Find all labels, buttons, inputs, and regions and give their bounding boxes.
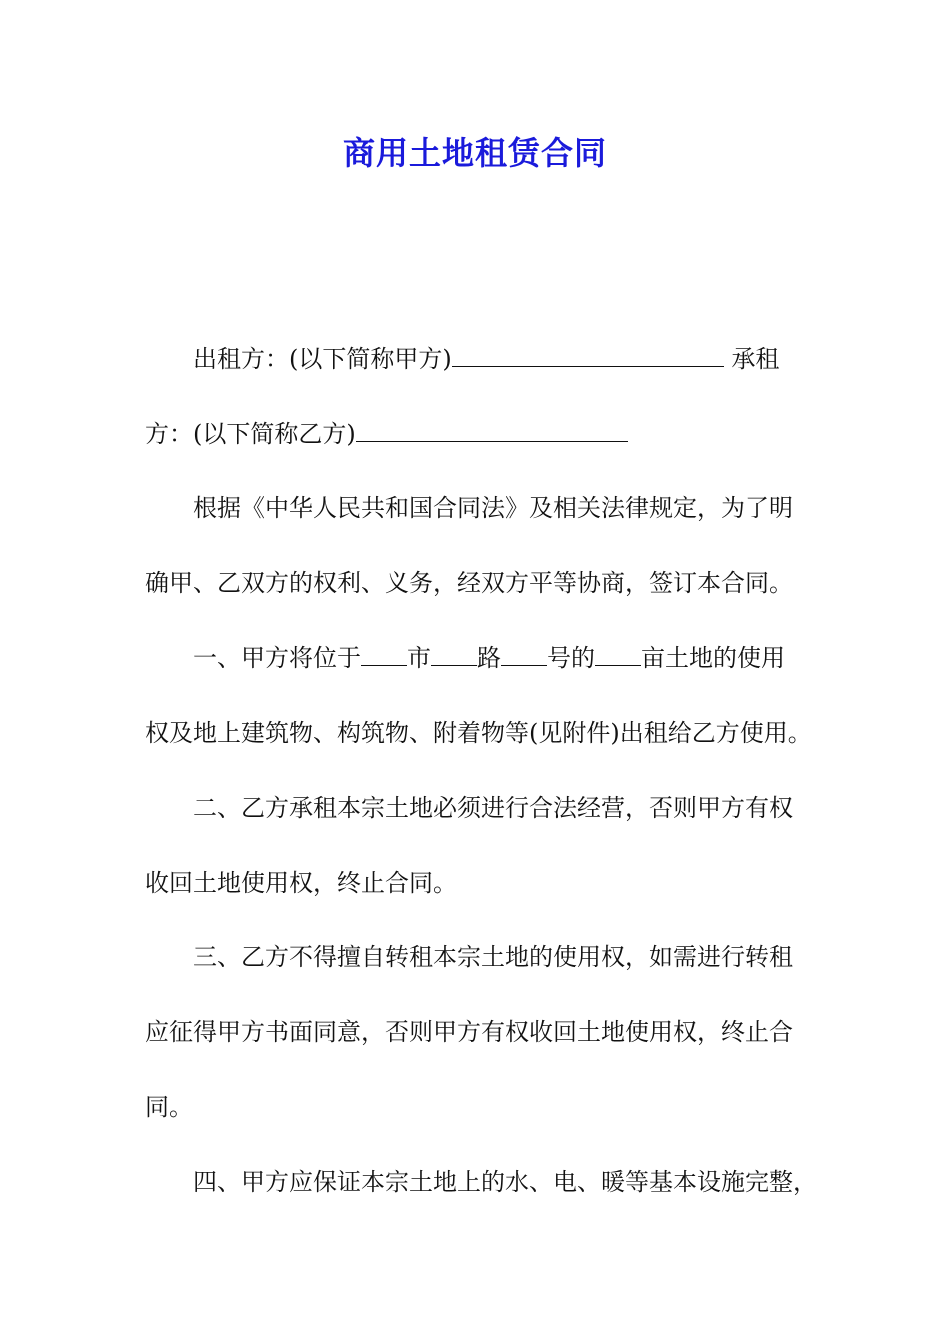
paragraph-preamble-line-2: 确甲、乙双方的权利、义务，经双方平等协商，签订本合同。 [145, 569, 793, 597]
paragraph-preamble-line-1: 根据《中华人民共和国合同法》及相关法律规定，为了明 [193, 494, 793, 522]
city-blank [361, 641, 407, 666]
clause-3-line-1: 三、乙方不得擅自转租本宗土地的使用权，如需进行转租 [193, 943, 793, 971]
clause-1-text-b: 市 [407, 644, 431, 672]
lessee-label-end: 方：(以下简称乙方) [145, 420, 356, 448]
clause-3-line-2: 应征得甲方书面同意，否则甲方有权收回土地使用权，终止合 [145, 1018, 793, 1046]
clause-2-line-2: 收回土地使用权，终止合同。 [145, 869, 457, 897]
number-blank [501, 641, 547, 666]
road-blank [431, 641, 477, 666]
clause-3-line-3: 同。 [145, 1093, 193, 1121]
clause-1-line-2: 权及地上建筑物、构筑物、附着物等(见附件)出租给乙方使用。 [145, 719, 812, 747]
clause-1-text-d: 号的 [547, 644, 595, 672]
lessor-label: 出租方：(以下简称甲方) [193, 345, 452, 373]
lessee-label-start: 承租 [731, 345, 780, 373]
clause-1-text-c: 路 [477, 644, 501, 672]
clause-1-line-1 [193, 641, 815, 675]
clause-4-line-1: 四、甲方应保证本宗土地上的水、电、暖等基本设施完整， [193, 1168, 817, 1196]
document-title: 商用土地租赁合同 [342, 134, 607, 172]
paragraph-parties-lessor [193, 342, 815, 376]
clause-1-text-a: 一、甲方将位于 [193, 644, 361, 672]
lessor-name-blank [452, 342, 724, 367]
paragraph-parties-lessee [145, 417, 815, 451]
clause-2-line-1: 二、乙方承租本宗土地必须进行合法经营，否则甲方有权 [193, 794, 793, 822]
lessee-name-blank [356, 417, 628, 442]
area-blank [595, 641, 641, 666]
clause-1-text-e: 亩土地的使用 [641, 644, 785, 672]
